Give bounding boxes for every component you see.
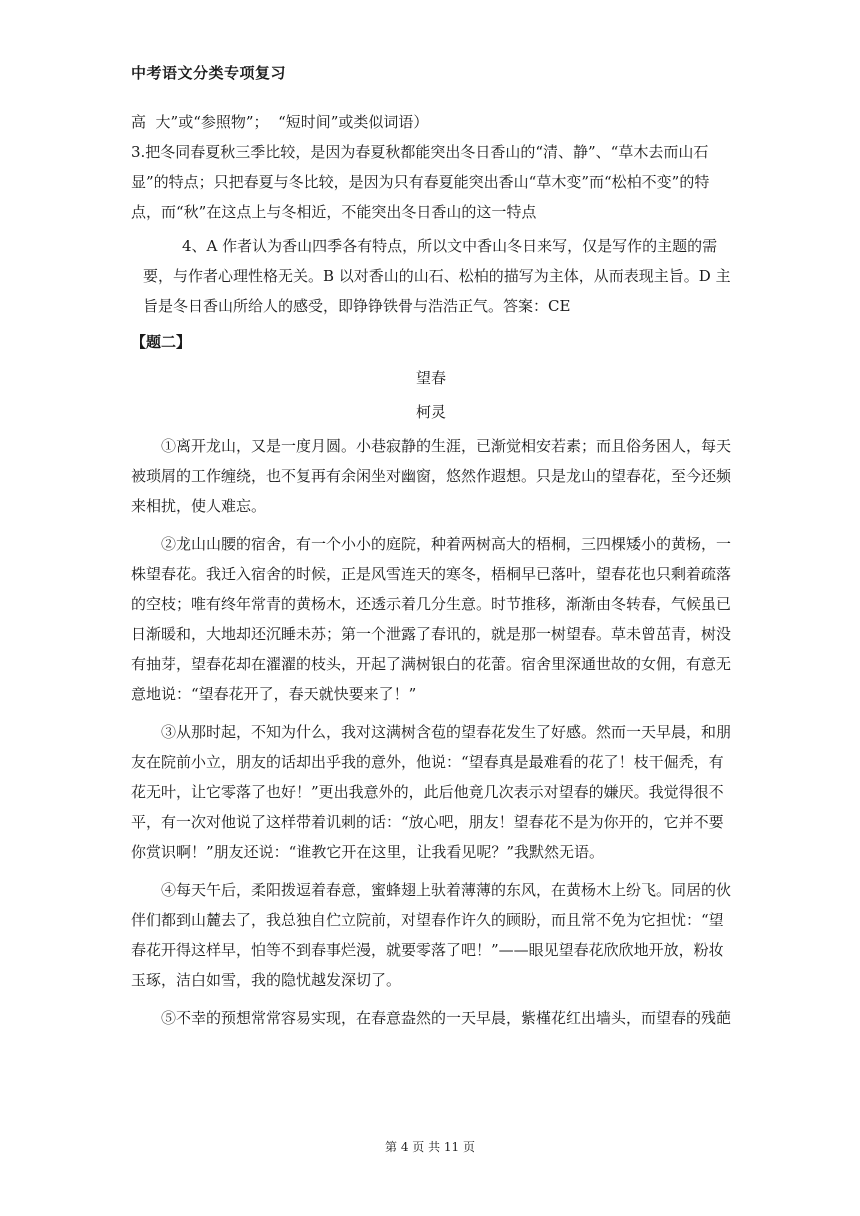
answer-line-continuation: 高 大”或“参照物”； “短时间”或类似词语） xyxy=(131,113,429,131)
answer-4-text: 4、A 作者认为香山四季各有特点，所以文中香山冬日来写，仅是写作的主题的需要，与作者心理性格无关。B 以对香山的山石、松柏的描写为主体，从而表现主旨。D 主旨是冬日香山所给人的感受，即铮铮铁骨与浩浩正气。答案：CE xyxy=(143,237,731,315)
paragraph-3: ③从那时起，不知为什么，我对这满树含苞的望春花发生了好感。然而一天早晨，和朋友在院前小立，朋友的话却出乎我的意外，他说：“望春真是最难看的花了！枝干倔秃，有花无叶，让它零落了也好！”更出我意外的，此后他竟几次表示对望春的嫌厌。我觉得很不平，有一次对他说了这样带着讥刺的话：“放心吧，朋友！望春花不是为你开的，它并不要你赏识啊！”朋友还说：“谁教它开在这里，让我看见呢？”我默然无语。 xyxy=(131,723,732,861)
paragraph-5: ⑤不幸的预想常常容易实现，在春意盎然的一天早晨，紫槿花红出墙头，而望春的残葩 xyxy=(161,1009,732,1027)
page-footer: 第 4 页 共 11 页 xyxy=(385,1140,475,1154)
section-heading: 【题二】 xyxy=(131,333,192,351)
page-header-title: 中考语文分类专项复习 xyxy=(131,64,287,82)
paragraph-2: ②龙山山腰的宿舍，有一个小小的庭院，种着两树高大的梧桐，三四棵矮小的黄杨，一株望春花。我迁入宿舍的时候，正是风雪连天的寒冬，梧桐早已落叶，望春花也只剩着疏落的空枝；唯有终年常青的黄杨木，还透示着几分生意。时节推移，渐渐由冬转春，气候虽已日渐暖和，大地却还沉睡未苏；第一个泄露了春讯的，就是那一树望春。草未曾茁青，树没有抽芽，望春花却在濯濯的枝头，开起了满树银白的花蕾。宿舍里深通世故的女佣，有意无意地说：“望春花开了，春天就快要来了！” xyxy=(131,535,732,703)
answer-4 xyxy=(143,231,731,321)
answer-3: 3.把冬同春夏秋三季比较，是因为春夏秋都能突出冬日香山的“清、静”、“草木去而山石显”的特点；只把春夏与冬比较，是因为只有春夏能突出香山“草木变”而“松柏不变”的特点，而“秋”在这点上与冬相近，不能突出冬日香山的这一特点 xyxy=(131,143,710,221)
article-title: 望春 xyxy=(415,369,446,387)
paragraph-1: ①离开龙山，又是一度月圆。小巷寂静的生涯，已渐觉相安若素；而且俗务困人，每天被琐屑的工作缠绕，也不复再有余闲坐对幽窗，悠然作遐想。只是龙山的望春花，至今还频来相扰，使人难忘。 xyxy=(131,437,732,515)
article-author: 柯灵 xyxy=(415,403,446,421)
paragraph-4: ④每天午后，柔阳拨逗着春意，蜜蜂翅上驮着薄薄的东风，在黄杨木上纷飞。同居的伙伴们都到山麓去了，我总独自伫立院前，对望春作许久的顾盼，而且常不免为它担忧：“望春花开得这样早，怕等不到春事烂漫，就要零落了吧！”——眼见望春花欣欣地开放，粉妆玉琢，洁白如雪，我的隐忧越发深切了。 xyxy=(131,881,732,989)
document-body xyxy=(131,107,731,1041)
